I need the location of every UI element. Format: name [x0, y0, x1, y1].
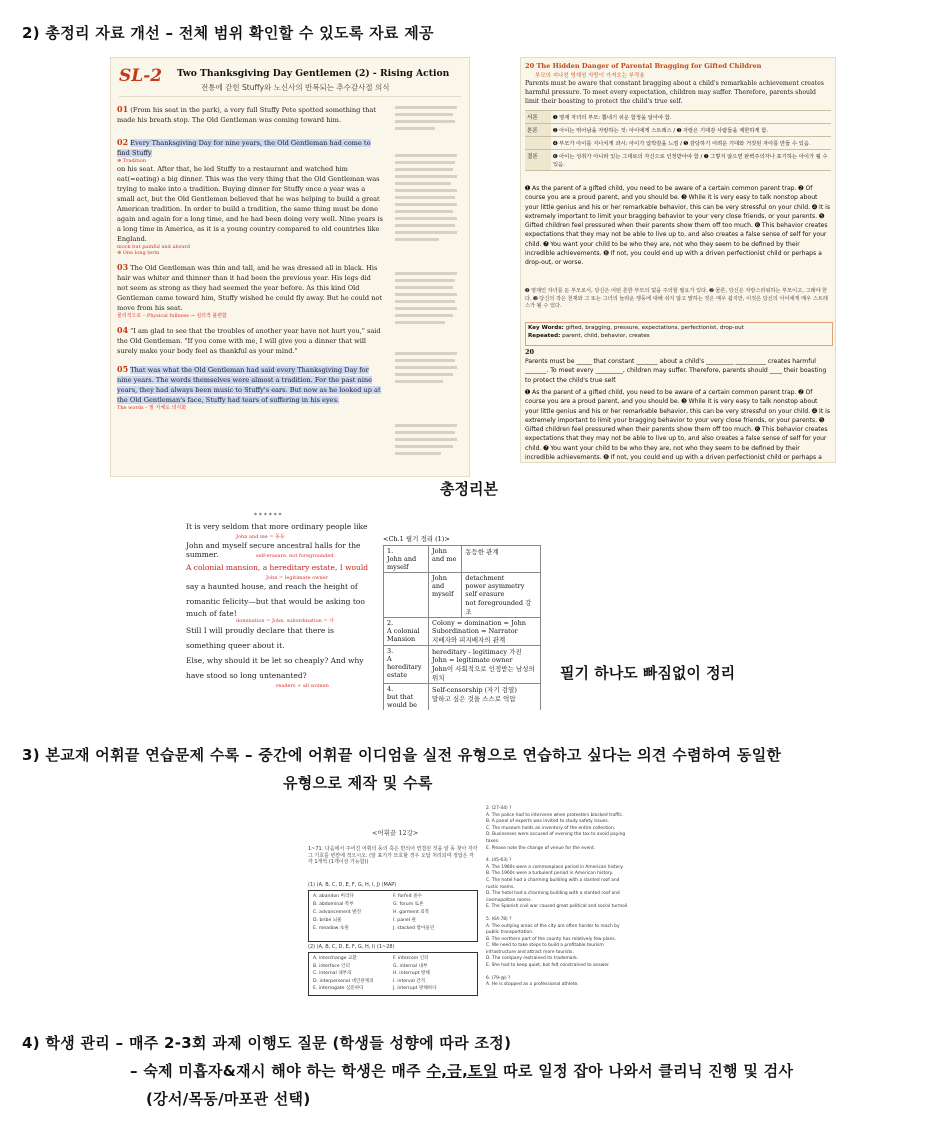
paragraph-text: (From his seat in the park), a very full Stuffy Pete spotted something that made his breath stop. The Old Gentleman was coming toward him.	[117, 106, 376, 124]
word-box-1: A. abandon 버리다 F. forfeit 몰수 B. abdominal 복부 G. forum 토론 C. advancement 발전 H. garment 의복 D. bribe 뇌물 I. panel 판 E. meadow 초원 J. stacked 쌓아올린	[308, 890, 478, 942]
blank-intro: Parents must be _____ that constant _______ about a child's _________ __________ creates harmful _______. To meet every _________, children may suffer. Therefore, parents should ____ their boasting to protect the child's true self.	[525, 358, 827, 384]
doc-title: 20 The Hidden Danger of Parental Bragging for Gifted Children	[525, 62, 762, 70]
section-2-heading: 2) 총정리 자료 개선 – 전체 범위 확인할 수 있도록 자료 제공	[22, 24, 434, 42]
doc-subtitle: 전통에 갇힌 Stuffy와 노신사의 반복되는 추수감사절 의식	[201, 83, 390, 92]
keywords-box: Key Words: gifted, bragging, pressure, expectations, perfectionist, drop-out Repeated: parent, child, behavior, creates	[525, 322, 833, 346]
section-4-line-2: – 숙제 미흡자&재시 해야 하는 학생은 매주 수,금,토일 따로 일정 잡아 나와서 클리닉 진행 및 검사	[130, 1062, 794, 1080]
section-3-heading: 3) 본교재 어휘끝 연습문제 수록 – 중간에 어휘끝 이디엄을 실전 유형으로 연습하고 싶다는 의견 수렴하여 동일한	[22, 746, 782, 764]
word-box-2: A. interchange 교환 F. intercom 인터 B. interface 인터 G. internal 내부 C. internal 내부의 H. interrupt 방해 D. interpersonal 대인관계의 I. interval 간격 E. interrogate 심문하다 J. interrupt 방해하다	[308, 952, 478, 996]
blank-body: ➊ As the parent of a gifted child, you need to be aware of a certain common parent trap. ➋ Of course you are a proud parent, and you should be. ➌ While it is very easy to talk nonstop about your little genius and his or her remarkable behavior, this can be very stressful on your child. ➍ It is extremely important to limit your bragging behavior to your very close friends, or your parents. ➎ Gifted children feel pressured when their parents show them off too much. ➏ This behavior creates expectations that they may not be able to live up to, and also creates a false sense of self for your child. ➐ You want your child to be who they are, not who they seem to be defined by their incredible achievements. ➑ If not, you could end up with a driven perfectionist child or perhaps a	[525, 389, 831, 462]
summary-doc-left	[110, 57, 470, 477]
paragraph-text: That was what the Old Gentleman had said every Thanksgiving Day for nine years. The words themselves were almost a tradition. For the past nine years, they had always been music to Stuffy's ears. But now as he looked up at the Old Gentleman's face, Stuffy had tears of suffering in his eyes.	[117, 366, 381, 404]
paragraph-number: 04	[117, 325, 129, 335]
exercise-right-page: 2. (27-44) ? A. The police had to intervene when protesters blocked traffic. B. A panel of experts was invited to study safety issues. C. The museum holds an inventory of the entire collection. D. Businesses were accused of evening the tax to avoid paying taxes. E. Please note the change of venue for the event. 4. (45-63) ? A. The 1960s were a commonplace period in American history. B. The 1960s were a turbulent period in American history. C. The hotel had a charming building with a slanted roof and rustic rooms. D. The hotel had a charming building with a slanted roof and cosmopolitan rooms. E. The Spanish civil war caused great political and social turmoil. 5. (64-78) ? A. The outlying areas of the city are often harder to reach by public transportation. B. The northern part of the county has relatively few plans. C. We need to take steps to build a profitable tourism infrastructure and attract more tourists. D. The company restrained its trademark. E. She had to keep quiet, but felt constrained to answer. 6. (79-@) ? A. He is stopped as a professional athlete.	[482, 800, 632, 996]
paragraph-number: 05	[117, 364, 129, 374]
caption-notes: 필기 하나도 빠짐없이 정리	[560, 664, 736, 682]
summary-doc-right	[520, 57, 836, 463]
annotation-note: ⊕ One long term	[117, 250, 160, 256]
blank-number: 20	[525, 348, 535, 356]
annotation-note: ⊕ Tradition	[117, 158, 147, 164]
paragraph-04	[117, 325, 383, 356]
annotation-note: 물리적으로 – Physical fullness → 심리적 불편함	[117, 313, 227, 319]
paragraph-text: The Old Gentleman was thin and tall, and he was dressed all in black. His hair was whiter and thinner than it had been the previous year. His legs did not seem as strong as they had seemed the year before. As this kind Old Gentleman came toward him, Stuffy wished he could fly away. But he could not move from his seat.	[117, 264, 383, 312]
paragraph-highlight: Every Thanksgiving Day for nine years, the Old Gentleman had come to find Stuffy	[117, 139, 371, 157]
annotation-note: The words – 말 자체도 의식화	[117, 405, 187, 411]
doc-body: ➊ As the parent of a gifted child, you need to be aware of a certain common parent trap. ➋ Of course you are a proud parent, and you should be. ➌ While it is very easy to talk nonstop about your little genius and his or her remarkable behavior, this can be very stressful on your child. ➍ It is extremely important to limit your bragging behavior to your very close friends, or your parents. ➎ Gifted children feel pressured when their parents show them off too much. ➏ This behavior creates expectations that they may not be able to live up to, and also creates a false sense of self for your child. ➐ You want your child to be who they are, not who they seem to be defined by their incredible achievements. ➑ If not, you could end up with a driven perfectionist child or perhaps a drop-out, or worse.	[525, 185, 831, 267]
caption-summary: 총정리본	[440, 480, 498, 498]
paragraph-number: 01	[117, 104, 129, 114]
paragraph-number: 02	[117, 137, 129, 147]
translation-column	[395, 104, 461, 474]
doc-title: Two Thanksgiving Day Gentlemen (2) - Rising Action	[177, 68, 450, 79]
section-3-heading-cont: 유형으로 제작 및 수록	[283, 774, 433, 792]
clinic-days: 수,금,토일	[426, 1062, 498, 1080]
paragraph-text: "I am glad to see that the troubles of another year have not hurt you," said the Old Gentleman. "If you come with me, I will give you a dinner that will surely make your body feel as thankful as your mind."	[117, 327, 381, 355]
doc-subtitle: 부모의 지나친 영재성 자랑이 가져오는 부작용	[535, 73, 645, 79]
doc-badge: SL-2	[119, 66, 163, 86]
paragraph-01	[117, 104, 383, 125]
divider	[119, 96, 461, 97]
paragraph-number: 03	[117, 262, 129, 272]
notes-table: <Ch.1 필기 정리 (1)> 1. John and myself John and me 동등한 관계 John and myself detachment power asymmetry self erasure not foregrounded 강조 2. A colonial Mansion Colony = domination = John Subordination = Narrator 지배자와 피지배자의 관계 3. A hereditary estate hereditary - legitimacy 가진 John = legitimate owner John이 사회적으로 인정받는 남성의 위치 4. but that would be Self-censorship (자기 검열) 말하고 싶은 것을 스스로 억압	[383, 534, 543, 710]
korean-summary: ➊ 영재인 자녀를 둔 부모로서, 당신은 어떤 흔한 부모의 덫을 주의할 필요가 있다. ➋ 물론, 당신은 자랑스러워하는 부모이고, 그래야 한다. ➌ 당신의 작은 천재와 그 또는 그녀의 놀라운 행동에 대해 쉬지 않고 말하는 것은 매우 쉽지만, 이것은 당신의 아이에게 매우 스트레스가 될 수 있다.	[525, 288, 828, 309]
exercise-left-page: <어휘끝 12강> 1~71. 다음에서 주어진 어휘의 동의 혹은 반의어 연결된 것을 알 동 찾아 각각 그 기호를 빈칸에 적으시오. (알 표기가 모호할 경우 오답 처리되며 정답은 각각 1개씩 (1개이상 가능함)) (1) (A, B, C, D, E, F, G, H, I, J) (MAP) A. abandon 버리다 F. forfeit 몰수 B. abdominal 복부 G. forum 토론 C. advancement 발전 H. garment 의복 D. bribe 뇌물 I. panel 판 E. meadow 초원 J. stacked 쌓아올린 (2) (A, B, C, D, E, F, G, H, I) (1~28) A. interchange 교환 F. intercom 인터 B. interface 인터 G. internal 내부 C. internal 내부의 H. interrupt 방해 D. interpersonal 대인관계의 I. interval 간격 E. interrogate 심문하다 J. interrupt 방해하다	[302, 800, 482, 996]
notes-passage: * * * * * * It is very seldom that more ordinary people like John and me = 동등 John and myself secure ancestral halls for the summer. self-erasure, not foregrounded A colonial mansion, a hereditary estate, I would John = legitimate owner say a haunted house, and reach the height of romantic felicity—but that would be asking too much of fate! domination = John, subordination = 나 Still I will proudly declare that there is something queer about it. Else, why should it be let so cheaply? And why have stood so long untenanted? readers + all women	[182, 512, 377, 708]
notes-table-header: <Ch.1 필기 정리 (1)>	[383, 535, 450, 543]
paragraph-05	[117, 364, 383, 411]
paragraph-02	[117, 137, 383, 256]
paragraph-text: on his seat. After that, he led Stuffy to a restaurant and watched him eat(=eating) a big dinner. This was the very thing that the Old Gentleman was trying to make into a tradition. Buying dinner for Stuffy once a year was a small act, but the Old Gentleman believed that he was helping to build a great American tradition. In order to build a tradition, the same thing must be done again and again for a long time, and he had been doing very well. Nine years is a long time in America, as it is a young country compared to old countries like England.	[117, 165, 383, 243]
annotation-note: mock but painful and absurd	[117, 244, 191, 250]
structure-table: 서론 ➊ 영재 자녀의 부모: 뽐내기 쉬운 함정을 알아야 함. 본론 ➋ 아이는 뛰어남을 자랑하는 것: 아이에게 스트레스 / ➌ 자랑은 기대감 사람들을 제한하게 함. ➍ 부모가 아이를 지나치게 과시: 아이가 압박감을 느낌 / ➎ 감당하기 어려운 기대와 거짓된 자아를 만들 수 있음. 결론 ➏ 아이는 성취가 아니라 있는 그대로의 자신으로 인정받아야 함 / ➐ 그렇지 않으면 완벽주의자나 포기하는 아이가 될 수 있음.	[525, 110, 831, 171]
doc-intro: Parents must be aware that constant bragging about a child's remarkable achievement creates harmful pressure. To meet every expectation, children may suffer. Therefore, parents should limit their boasting to protect the child's true self.	[525, 80, 824, 105]
section-4-line-3: (강서/목동/마포관 선택)	[146, 1090, 311, 1108]
stars: * * * * * *	[254, 512, 282, 519]
section-4-heading: 4) 학생 관리 – 매주 2-3회 과제 이행도 질문 (학생들 성향에 따라 조정)	[22, 1034, 512, 1052]
paragraph-03	[117, 262, 383, 319]
